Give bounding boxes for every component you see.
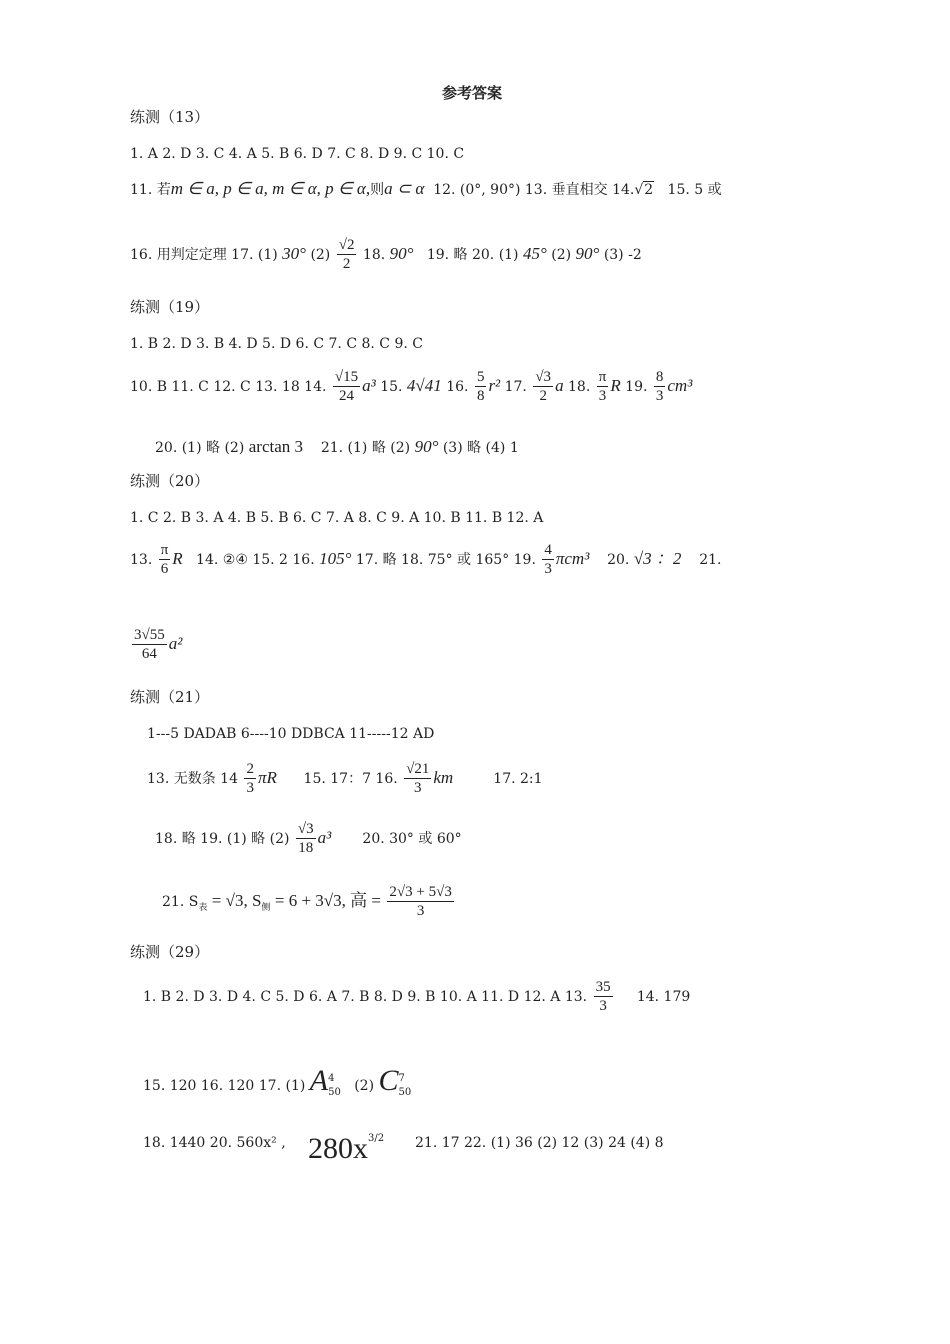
denominator: 3 <box>655 388 664 404</box>
text: 15. 5 或 <box>667 182 722 198</box>
text: 15. 17：7 16. <box>303 771 398 787</box>
math: R <box>610 376 621 395</box>
denominator: 64 <box>141 646 157 662</box>
math: 45° <box>522 244 547 263</box>
section-heading-20: 练测（20） <box>130 472 210 490</box>
math: 4√41 <box>406 376 442 395</box>
subscript: 表 <box>198 902 208 913</box>
math: = √3, S <box>211 891 262 910</box>
math: km <box>433 768 454 787</box>
text: 19. 略 20. (1) <box>426 247 519 263</box>
denominator: 3 <box>246 780 254 796</box>
section-heading-21: 练测（21） <box>130 688 210 706</box>
section-heading-29: 练测（29） <box>130 943 210 961</box>
numerator: 2 <box>246 761 254 777</box>
math: R <box>172 549 183 568</box>
text: 18. <box>568 379 591 395</box>
text: 17. 2:1 <box>493 771 543 787</box>
numerator: √3 <box>535 369 552 385</box>
math: a ⊂ α <box>384 179 425 198</box>
answer-line <box>308 1134 384 1164</box>
denominator: 3 <box>598 388 607 404</box>
text: 18. <box>362 247 386 263</box>
text: 18. 1440 20. 560x² , <box>143 1135 286 1151</box>
text: (2) <box>551 247 572 263</box>
math: r² <box>488 376 501 395</box>
text: 14. ②④ 15. 2 16. <box>196 552 315 568</box>
indices <box>328 1072 341 1100</box>
fraction <box>533 370 553 404</box>
superscript: 4 <box>328 1073 335 1084</box>
text: 20. <box>607 552 630 568</box>
answer-line: 21. 17 22. (1) 36 (2) 12 (3) 24 (4) 8 <box>415 1135 664 1151</box>
answer-line <box>162 885 456 919</box>
numerator: 35 <box>595 979 611 995</box>
answer-line: 11. 若m ∈ a, p ∈ a, m ∈ α, p ∈ α,则a ⊂ α 12. (0°, 90°) 13. 垂直相交 14.√2 15. 5 或 <box>130 179 722 198</box>
denominator: 2 <box>539 388 547 404</box>
section-heading-13: 练测（13） <box>130 108 210 126</box>
answer-line <box>130 238 642 272</box>
superscript: 3/2 <box>368 1133 385 1144</box>
answer-line <box>130 370 692 404</box>
text: (2) <box>310 247 331 263</box>
numerator: π <box>598 369 607 385</box>
math: a³ <box>317 828 332 847</box>
answer-line: 1. B 2. D 3. B 4. D 5. D 6. C 7. C 8. C 9. C <box>130 336 423 352</box>
math: πcm³ <box>555 549 590 568</box>
text: 19. <box>625 379 648 395</box>
answer-line <box>143 1066 411 1100</box>
text: 18. 略 19. (1) 略 (2) <box>155 831 290 847</box>
answer-line <box>147 762 543 796</box>
answer-line: 1. A 2. D 3. C 4. A 5. B 6. D 7. C 8. D 9. C 10. C <box>130 146 465 162</box>
numerator: π <box>160 542 169 558</box>
math: 90° <box>575 244 600 263</box>
numerator: √3 <box>297 821 314 837</box>
denominator: 8 <box>476 388 485 404</box>
numerator: √21 <box>406 761 430 777</box>
fraction <box>542 543 554 577</box>
text: 16. 用判定定理 17. (1) <box>130 247 278 263</box>
answer-line <box>130 543 722 577</box>
math: a <box>555 376 564 395</box>
math: 90° <box>414 437 439 456</box>
answer-line <box>143 1136 286 1150</box>
math: = 6 + 3√3, 高 = <box>274 891 381 910</box>
math: A <box>309 1064 329 1097</box>
section-heading-19: 练测（19） <box>130 298 210 316</box>
denominator: 2 <box>342 256 351 272</box>
text: 17. 略 18. 75° 或 165° 19. <box>355 552 536 568</box>
text: 12. (0°, 90°) 13. 垂直相交 14. <box>433 182 635 198</box>
fraction <box>387 885 453 919</box>
numerator: 4 <box>544 542 552 558</box>
fraction <box>337 238 357 272</box>
denominator: 3 <box>544 561 552 577</box>
fraction <box>333 370 360 404</box>
text: 15. <box>380 379 403 395</box>
math: 90° <box>389 244 414 263</box>
math: C <box>378 1064 399 1097</box>
numerator: 2√3 + 5√3 <box>389 884 452 900</box>
fraction <box>597 370 609 404</box>
numerator: 8 <box>655 369 664 385</box>
answer-line: 1---5 DADAB 6----10 DDBCA 11-----12 AD <box>147 726 435 742</box>
text: 20. 30° 或 60° <box>362 831 462 847</box>
math: cm³ <box>667 376 693 395</box>
fraction <box>296 822 316 856</box>
text: 10. B 11. C 12. C 13. 18 14. <box>130 379 327 395</box>
numerator: 3√55 <box>134 627 165 643</box>
text: 11. 若 <box>130 182 171 198</box>
text: 16. <box>446 379 469 395</box>
indices <box>399 1072 412 1100</box>
text: (3) 略 (4) 1 <box>442 440 519 456</box>
answer-line: 1. C 2. B 3. A 4. B 5. B 6. C 7. A 8. C 9. A 10. B 11. B 12. A <box>130 510 544 526</box>
superscript: 7 <box>398 1073 405 1084</box>
denominator: 3 <box>414 780 422 796</box>
text: 13. 无数条 14 <box>147 771 238 787</box>
math: πR <box>257 768 277 787</box>
denominator: 3 <box>599 998 607 1014</box>
answer-line <box>155 822 462 856</box>
text: 21. (1) 略 (2) <box>320 440 411 456</box>
text: 15. 120 16. 120 17. (1) <box>143 1078 306 1094</box>
math: 280x <box>308 1132 368 1165</box>
text: 20. (1) 略 (2) <box>155 440 245 456</box>
numerator: √2 <box>338 237 355 253</box>
answer-line <box>155 438 519 455</box>
math: a² <box>168 634 183 653</box>
denominator: 18 <box>298 840 314 856</box>
fraction <box>132 628 167 662</box>
fraction <box>654 370 666 404</box>
denominator: 3 <box>416 903 425 919</box>
fraction <box>475 370 487 404</box>
subscript: 50 <box>328 1087 341 1098</box>
text: (2) <box>354 1078 375 1094</box>
math: a³ <box>362 376 376 395</box>
text: 则 <box>370 182 385 198</box>
text: 21. <box>699 552 722 568</box>
denominator: 6 <box>160 561 169 577</box>
fraction <box>594 980 613 1014</box>
math: arctan 3 <box>248 437 304 456</box>
text: 13. <box>130 552 153 568</box>
text: 1. B 2. D 3. D 4. C 5. D 6. A 7. B 8. D 9. B 10. A 11. D 12. A 13. <box>143 989 588 1005</box>
text: (3) -2 <box>603 247 642 263</box>
numerator: 5 <box>476 369 485 385</box>
numerator: √15 <box>334 369 359 385</box>
subscript: 侧 <box>261 902 271 913</box>
math: 30° <box>282 244 306 263</box>
fraction <box>244 762 256 796</box>
answer-line <box>143 980 690 1014</box>
denominator: 24 <box>339 388 355 404</box>
text: 14. 179 <box>636 989 691 1005</box>
subscript: 50 <box>398 1087 412 1098</box>
page-title: 参考答案 <box>442 84 503 102</box>
math: 105° <box>319 549 352 568</box>
text: 21. S <box>162 894 199 910</box>
math: m ∈ a, p ∈ a, m ∈ α, p ∈ α, <box>170 179 371 198</box>
radicand: 2 <box>644 182 654 198</box>
text: 17. <box>504 379 527 395</box>
fraction <box>404 762 431 796</box>
math: √3 ：2 <box>633 549 682 568</box>
answer-line <box>130 628 182 662</box>
fraction <box>159 543 171 577</box>
